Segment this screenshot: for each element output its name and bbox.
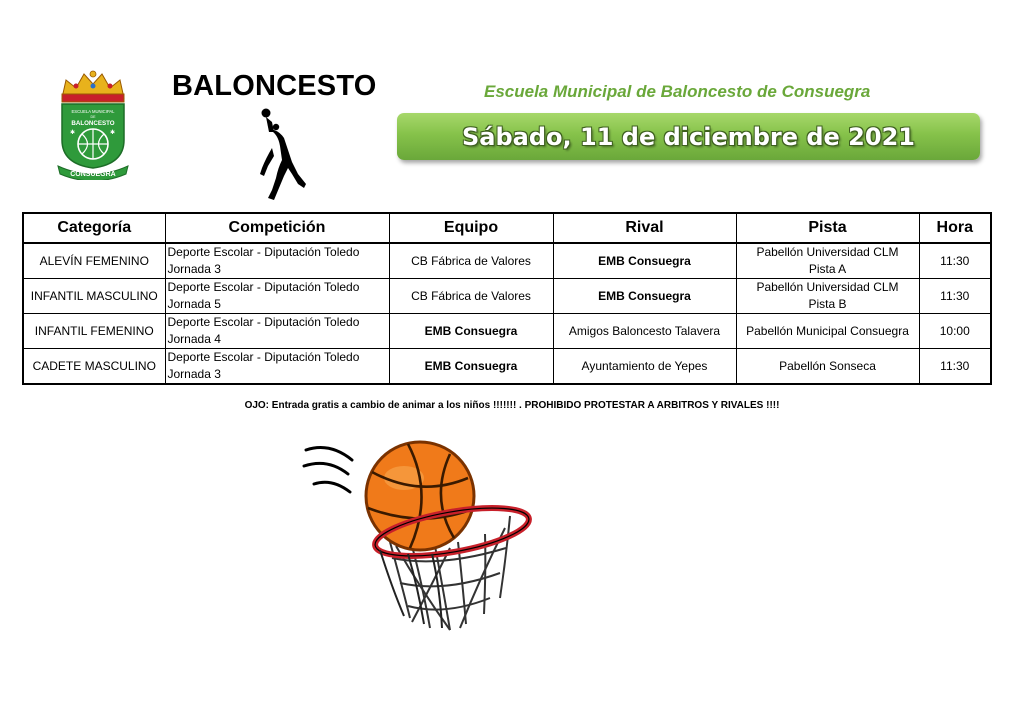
cell-categoria: ALEVÍN FEMENINO — [23, 243, 165, 279]
cell-competicion — [165, 243, 389, 279]
cell-pista — [736, 314, 919, 349]
cell-equipo: EMB Consuegra — [389, 349, 553, 385]
date-banner — [397, 113, 980, 160]
crest-line3: BALONCESTO — [71, 120, 115, 127]
cell-equipo: CB Fábrica de Valores — [389, 279, 553, 314]
cell-hora: 11:30 — [919, 279, 991, 314]
pista-name: Pabellón Sonseca — [779, 358, 876, 373]
table-header-row — [23, 213, 991, 243]
cell-categoria: INFANTIL MASCULINO — [23, 279, 165, 314]
column-header-hora: Hora — [919, 213, 991, 243]
cell-rival: Amigos Baloncesto Talavera — [553, 314, 736, 349]
competicion-name: Deporte Escolar - Diputación Toledo — [167, 315, 360, 329]
cell-categoria: INFANTIL FEMENINO — [23, 314, 165, 349]
cell-categoria: CADETE MASCULINO — [23, 349, 165, 385]
crest-line1: ESCUELA MUNICIPAL — [71, 109, 115, 114]
cell-pista — [736, 349, 919, 385]
cell-pista — [736, 243, 919, 279]
column-header-equipo: Equipo — [389, 213, 553, 243]
cell-rival: Ayuntamiento de Yepes — [553, 349, 736, 385]
pista-court: Pista B — [808, 297, 847, 311]
column-header-categoria: Categoría — [23, 213, 165, 243]
cell-rival: EMB Consuegra — [553, 279, 736, 314]
competicion-jornada: Jornada 5 — [167, 297, 221, 311]
crest-icon — [56, 68, 130, 180]
competicion-name: Deporte Escolar - Diputación Toledo — [167, 280, 360, 294]
table-row — [23, 243, 991, 279]
table-row — [23, 349, 991, 385]
competicion-jornada: Jornada 4 — [167, 332, 221, 346]
crest-bottom: CONSUEGRA — [70, 171, 116, 178]
notice-text: OJO: Entrada gratis a cambio de animar a los niños !!!!!!! . PROHIBIDO PROTESTAR A ARBITROS Y RIVALES !!!! — [244, 400, 780, 411]
cell-hora: 11:30 — [919, 349, 991, 385]
pista-name: Pabellón Universidad CLM — [756, 280, 899, 294]
cell-competicion — [165, 349, 389, 385]
cell-competicion — [165, 314, 389, 349]
column-header-rival: Rival — [553, 213, 736, 243]
sport-title: BALONCESTO — [172, 70, 377, 102]
competicion-name: Deporte Escolar - Diputación Toledo — [167, 350, 360, 364]
pista-name: Pabellón Municipal Consuegra — [746, 323, 909, 338]
basketball-hoop-icon — [300, 438, 540, 638]
pista-court: Pista A — [808, 262, 847, 276]
table-row — [23, 314, 991, 349]
cell-competicion — [165, 279, 389, 314]
table-row — [23, 279, 991, 314]
cell-equipo: CB Fábrica de Valores — [389, 243, 553, 279]
column-header-competicion: Competición — [165, 213, 389, 243]
school-name: Escuela Municipal de Baloncesto de Consuegra — [484, 82, 871, 101]
competicion-jornada: Jornada 3 — [167, 262, 221, 276]
svg-text:✱: ✱ — [70, 129, 76, 136]
competicion-jornada: Jornada 3 — [167, 367, 221, 381]
crest-line2: DE — [90, 115, 96, 119]
cell-hora: 11:30 — [919, 243, 991, 279]
pista-name: Pabellón Universidad CLM — [756, 245, 899, 259]
cell-equipo: EMB Consuegra — [389, 314, 553, 349]
competicion-name: Deporte Escolar - Diputación Toledo — [167, 245, 360, 259]
svg-text:✱: ✱ — [110, 129, 116, 136]
match-date: Sábado, 11 de diciembre de 2021 — [462, 122, 915, 151]
cell-hora: 10:00 — [919, 314, 991, 349]
cell-rival: EMB Consuegra — [553, 243, 736, 279]
cell-pista — [736, 279, 919, 314]
basketball-player-icon — [252, 108, 308, 202]
column-header-pista: Pista — [736, 213, 919, 243]
schedule-table — [22, 212, 992, 385]
